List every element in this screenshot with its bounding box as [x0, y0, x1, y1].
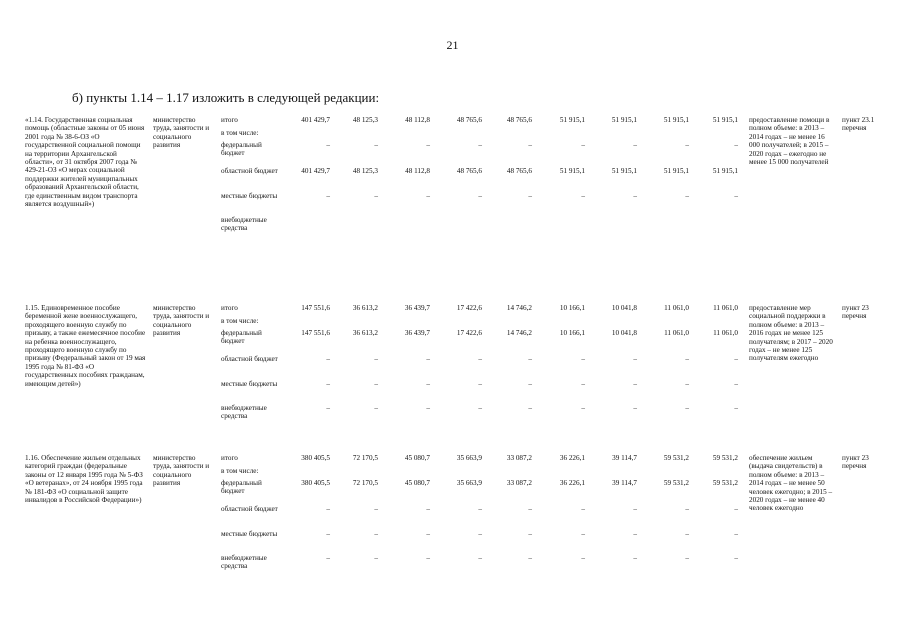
amount-cell: 59 531,2	[663, 479, 689, 487]
funding-source-label: внебюджетные средства	[221, 554, 267, 571]
amount-cell: –	[374, 141, 378, 149]
amount-cell: –	[478, 141, 482, 149]
amount-cell: 48 112,8	[405, 116, 430, 124]
amount-cell: –	[478, 530, 482, 538]
funding-source-label: внебюджетные средства	[221, 216, 267, 233]
amount-cell: –	[528, 554, 532, 562]
amount-cell: 48 112,8	[405, 167, 430, 175]
page-number: 21	[446, 38, 459, 52]
section-heading: б) пункты 1.14 – 1.17 изложить в следующей редакции:	[72, 90, 380, 105]
amount-cell: –	[633, 404, 637, 412]
funding-source-label: итого	[221, 116, 238, 124]
amount-cell: –	[528, 141, 532, 149]
amount-cell: –	[478, 355, 482, 363]
amount-cell: –	[633, 380, 637, 388]
amount-cell: –	[633, 192, 637, 200]
amount-cell: 72 170,5	[352, 454, 378, 462]
amount-cell: –	[581, 404, 585, 412]
amount-cell: –	[374, 505, 378, 513]
amount-cell: 36 439,7	[404, 304, 430, 312]
funding-source-label: внебюджетные средства	[221, 404, 267, 421]
amount-cell: 59 531,2	[712, 479, 738, 487]
amount-cell: 380 405,5	[301, 479, 330, 487]
amount-cell: 51 915,1	[559, 167, 585, 175]
amount-cell: 11 061,0	[664, 304, 689, 312]
amount-cell: –	[734, 380, 738, 388]
amount-cell: –	[326, 380, 330, 388]
amount-cell: –	[734, 141, 738, 149]
amount-cell: 48 765,6	[506, 116, 532, 124]
amount-cell: 11 061,0	[713, 329, 738, 337]
row-expected-result: предоставление мер социальной поддержки в полном объеме: в 2013 – 2016 годах не менее 125 получателям; в 2017 – 2020 годах – не менее 125 получателям ежегодно	[749, 304, 833, 363]
amount-cell: –	[374, 355, 378, 363]
amount-cell: –	[374, 192, 378, 200]
amount-cell: 51 915,1	[611, 116, 637, 124]
amount-cell: –	[528, 505, 532, 513]
amount-cell: 10 166,1	[559, 304, 585, 312]
amount-cell: 39 114,7	[612, 454, 637, 462]
amount-cell: –	[734, 404, 738, 412]
amount-cell: –	[581, 554, 585, 562]
amount-cell: –	[685, 554, 689, 562]
amount-cell: 11 061,0	[713, 304, 738, 312]
amount-cell: 10 166,1	[559, 329, 585, 337]
amount-cell: –	[426, 355, 430, 363]
amount-cell: 51 915,1	[663, 167, 689, 175]
row-ministry: министерство труда, занятости и социального развития	[153, 116, 210, 150]
amount-cell: –	[633, 554, 637, 562]
amount-cell: –	[478, 380, 482, 388]
funding-source-label: в том числе:	[221, 129, 259, 137]
funding-source-label: федеральный бюджет	[221, 479, 262, 496]
row-description: «1.14. Государственная социальная помощь (областные законы от 05 июня 2001 года № 38-6-ОЗ «О государственной социальной помощи на территории Архангельской области», от 31 октября 2007 года № 429-21-ОЗ «О мерах социальной поддержки жителей муниципальных образований Архангельской области, где единственным видом транспорта является воздушный»)	[25, 116, 145, 209]
amount-cell: –	[528, 530, 532, 538]
row-description: 1.15. Единовременное пособие беременной жене военнослужащего, проходящего военную службу по призыву, а также ежемесячное пособие на ребенка военнослужащего, проходящего военную службу по призыву (Федеральный закон от 19 мая 1995 года № 81-ФЗ «О государственных пособиях гражданам, имеющим детей»)	[25, 304, 146, 388]
amount-cell: 17 422,6	[456, 329, 482, 337]
funding-source-label: областной бюджет	[221, 167, 278, 175]
amount-cell: 17 422,6	[456, 304, 482, 312]
amount-cell: 48 125,3	[352, 116, 378, 124]
amount-cell: –	[734, 530, 738, 538]
amount-cell: 45 080,7	[404, 454, 430, 462]
amount-cell: –	[633, 355, 637, 363]
row-expected-result: обеспечение жильем (выдача свидетельств) в полном объеме: в 2013 – 2014 годах – не менее 50 человек ежегодно; в 2015 – 2020 годах – не менее 40 человек ежегодно	[749, 454, 833, 513]
amount-cell: –	[581, 192, 585, 200]
funding-source-label: местные бюджеты	[221, 380, 278, 388]
amount-cell: –	[326, 530, 330, 538]
funding-source-label: итого	[221, 454, 238, 462]
amount-cell: 36 226,1	[559, 479, 585, 487]
amount-cell: 45 080,7	[404, 479, 430, 487]
amount-cell: 48 765,6	[456, 167, 482, 175]
amount-cell: –	[633, 530, 637, 538]
amount-cell: –	[374, 404, 378, 412]
amount-cell: 36 226,1	[559, 454, 585, 462]
amount-cell: 51 915,1	[712, 167, 738, 175]
amount-cell: –	[528, 380, 532, 388]
amount-cell: –	[326, 404, 330, 412]
row-ministry: министерство труда, занятости и социального развития	[153, 304, 210, 338]
funding-source-label: областной бюджет	[221, 505, 278, 513]
amount-cell: –	[581, 355, 585, 363]
row-reference: пункт 23 перечня	[842, 304, 869, 321]
amount-cell: –	[528, 404, 532, 412]
funding-source-label: местные бюджеты	[221, 192, 278, 200]
amount-cell: 48 125,3	[352, 167, 378, 175]
amount-cell: –	[685, 380, 689, 388]
funding-source-label: местные бюджеты	[221, 530, 278, 538]
amount-cell: –	[528, 355, 532, 363]
amount-cell: –	[581, 141, 585, 149]
amount-cell: –	[685, 355, 689, 363]
amount-cell: –	[426, 505, 430, 513]
amount-cell: –	[478, 505, 482, 513]
amount-cell: –	[581, 380, 585, 388]
funding-source-label: федеральный бюджет	[221, 141, 262, 158]
amount-cell: 33 087,2	[506, 454, 532, 462]
row-expected-result: предоставление помощи в полном объеме: в 2013 – 2014 годах – не менее 16 000 получателей; в 2015 – 2020 годах – ежегодно не менее 15 000 получателей	[749, 116, 830, 167]
amount-cell: 59 531,2	[663, 454, 689, 462]
amount-cell: 36 613,2	[352, 329, 378, 337]
amount-cell: 36 613,2	[352, 304, 378, 312]
row-ministry: министерство труда, занятости и социального развития	[153, 454, 210, 488]
amount-cell: 33 087,2	[506, 479, 532, 487]
funding-source-label: итого	[221, 304, 238, 312]
amount-cell: 147 551,6	[301, 329, 330, 337]
amount-cell: –	[426, 554, 430, 562]
amount-cell: –	[685, 141, 689, 149]
amount-cell: 401 429,7	[301, 116, 330, 124]
amount-cell: 35 663,9	[456, 454, 482, 462]
amount-cell: –	[734, 192, 738, 200]
amount-cell: –	[426, 404, 430, 412]
amount-cell: 14 746,2	[506, 304, 532, 312]
amount-cell: –	[374, 380, 378, 388]
amount-cell: –	[374, 554, 378, 562]
amount-cell: 59 531,2	[712, 454, 738, 462]
amount-cell: –	[685, 505, 689, 513]
amount-cell: –	[734, 554, 738, 562]
amount-cell: 380 405,5	[301, 454, 330, 462]
amount-cell: 51 915,1	[712, 116, 738, 124]
funding-source-label: областной бюджет	[221, 355, 278, 363]
amount-cell: –	[478, 192, 482, 200]
amount-cell: 36 439,7	[404, 329, 430, 337]
amount-cell: 72 170,5	[352, 479, 378, 487]
amount-cell: 35 663,9	[456, 479, 482, 487]
amount-cell: 51 915,1	[663, 116, 689, 124]
amount-cell: –	[426, 141, 430, 149]
amount-cell: –	[326, 505, 330, 513]
amount-cell: –	[685, 404, 689, 412]
amount-cell: –	[326, 141, 330, 149]
amount-cell: 51 915,1	[559, 116, 585, 124]
amount-cell: 48 765,6	[456, 116, 482, 124]
amount-cell: –	[528, 192, 532, 200]
amount-cell: –	[581, 505, 585, 513]
amount-cell: 10 041,8	[611, 329, 637, 337]
amount-cell: –	[685, 192, 689, 200]
amount-cell: 14 746,2	[506, 329, 532, 337]
amount-cell: –	[374, 530, 378, 538]
amount-cell: 39 114,7	[612, 479, 637, 487]
amount-cell: –	[326, 192, 330, 200]
amount-cell: –	[478, 404, 482, 412]
amount-cell: –	[685, 530, 689, 538]
row-reference: пункт 23 перечня	[842, 454, 869, 471]
amount-cell: –	[426, 380, 430, 388]
amount-cell: –	[478, 554, 482, 562]
amount-cell: 11 061,0	[664, 329, 689, 337]
funding-source-label: в том числе:	[221, 317, 259, 325]
amount-cell: –	[633, 505, 637, 513]
amount-cell: –	[734, 505, 738, 513]
amount-cell: 48 765,6	[506, 167, 532, 175]
amount-cell: 10 041,8	[611, 304, 637, 312]
amount-cell: 401 429,7	[301, 167, 330, 175]
amount-cell: –	[581, 530, 585, 538]
amount-cell: 51 915,1	[611, 167, 637, 175]
row-reference: пункт 23.1 перечня	[842, 116, 875, 133]
amount-cell: –	[426, 530, 430, 538]
amount-cell: –	[326, 554, 330, 562]
row-description: 1.16. Обеспечение жильем отдельных категорий граждан (федеральные законы от 12 января 1995 года № 5-ФЗ «О ветеранах», от 24 ноября 1995 года № 181-ФЗ «О социальной защите инвалидов в Российской Федерации»)	[25, 454, 143, 505]
funding-source-label: федеральный бюджет	[221, 329, 262, 346]
amount-cell: –	[734, 355, 738, 363]
amount-cell: –	[326, 355, 330, 363]
amount-cell: –	[426, 192, 430, 200]
amount-cell: 147 551,6	[301, 304, 330, 312]
funding-source-label: в том числе:	[221, 467, 259, 475]
amount-cell: –	[633, 141, 637, 149]
